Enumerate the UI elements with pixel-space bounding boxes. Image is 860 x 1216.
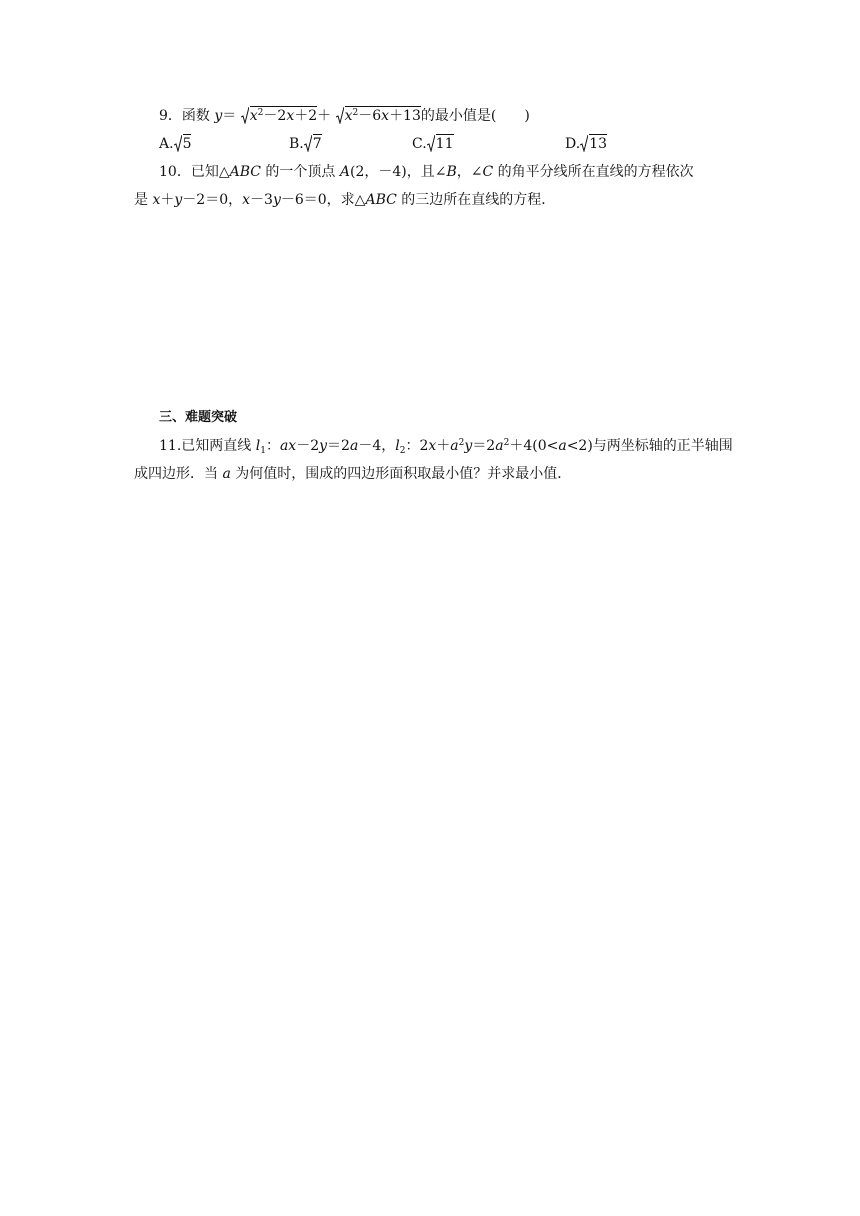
option-c: C. 11 (412, 136, 454, 152)
radical-sign-icon (427, 135, 435, 152)
question-11-line-2: 成四边形．当 a 为何值时，围成的四边形面积取最小值？并求最小值． (134, 466, 572, 482)
exponent: 2 (257, 108, 264, 118)
text: 函数 (181, 108, 215, 124)
question-number: 9． (159, 108, 182, 124)
radical-sign-icon (241, 107, 249, 124)
text: ＝ (222, 108, 241, 124)
math-var: x (249, 108, 258, 124)
math-var: x (286, 108, 295, 124)
section-heading: 三、难题突破 (159, 410, 238, 425)
text: －6 (358, 108, 382, 124)
text: ＋13 (389, 108, 421, 124)
option-d: D. 13 (565, 136, 608, 152)
radical-sign-icon (580, 135, 588, 152)
math-var: y (214, 108, 223, 124)
question-9-stem (159, 106, 860, 126)
radical-sign-icon (304, 135, 312, 152)
radical-1 (241, 106, 317, 126)
option-a: A. 5 (159, 136, 192, 152)
question-11-line-1: 11.已知两直线 $l_1$：ax－2y＝2a－4，$l_2$：$2x+a^2y=2a^2+4(0<a<2)$与两坐标轴的正半轴围 (159, 438, 733, 456)
radical-2 (336, 106, 421, 126)
math-var: x (381, 108, 390, 124)
text: ＋ (317, 108, 336, 124)
option-b: B. 7 (289, 136, 322, 152)
text: －2 (263, 108, 287, 124)
exponent: 2 (352, 108, 359, 118)
text: ＋2 (294, 108, 318, 124)
math-var: x (344, 108, 353, 124)
question-10-line-2: 是 x＋y－2＝0，x－3y－6＝0，求△ABC 的三边所在直线的方程． (134, 192, 556, 208)
question-10-line-1: 10．已知△ABC 的一个顶点 A(2，－4)，且∠B，∠C 的角平分线所在直线的方程依次 (159, 164, 694, 180)
radical-sign-icon (174, 135, 182, 152)
radical-sign-icon (336, 107, 344, 124)
text: 的最小值是( ) (420, 108, 530, 124)
